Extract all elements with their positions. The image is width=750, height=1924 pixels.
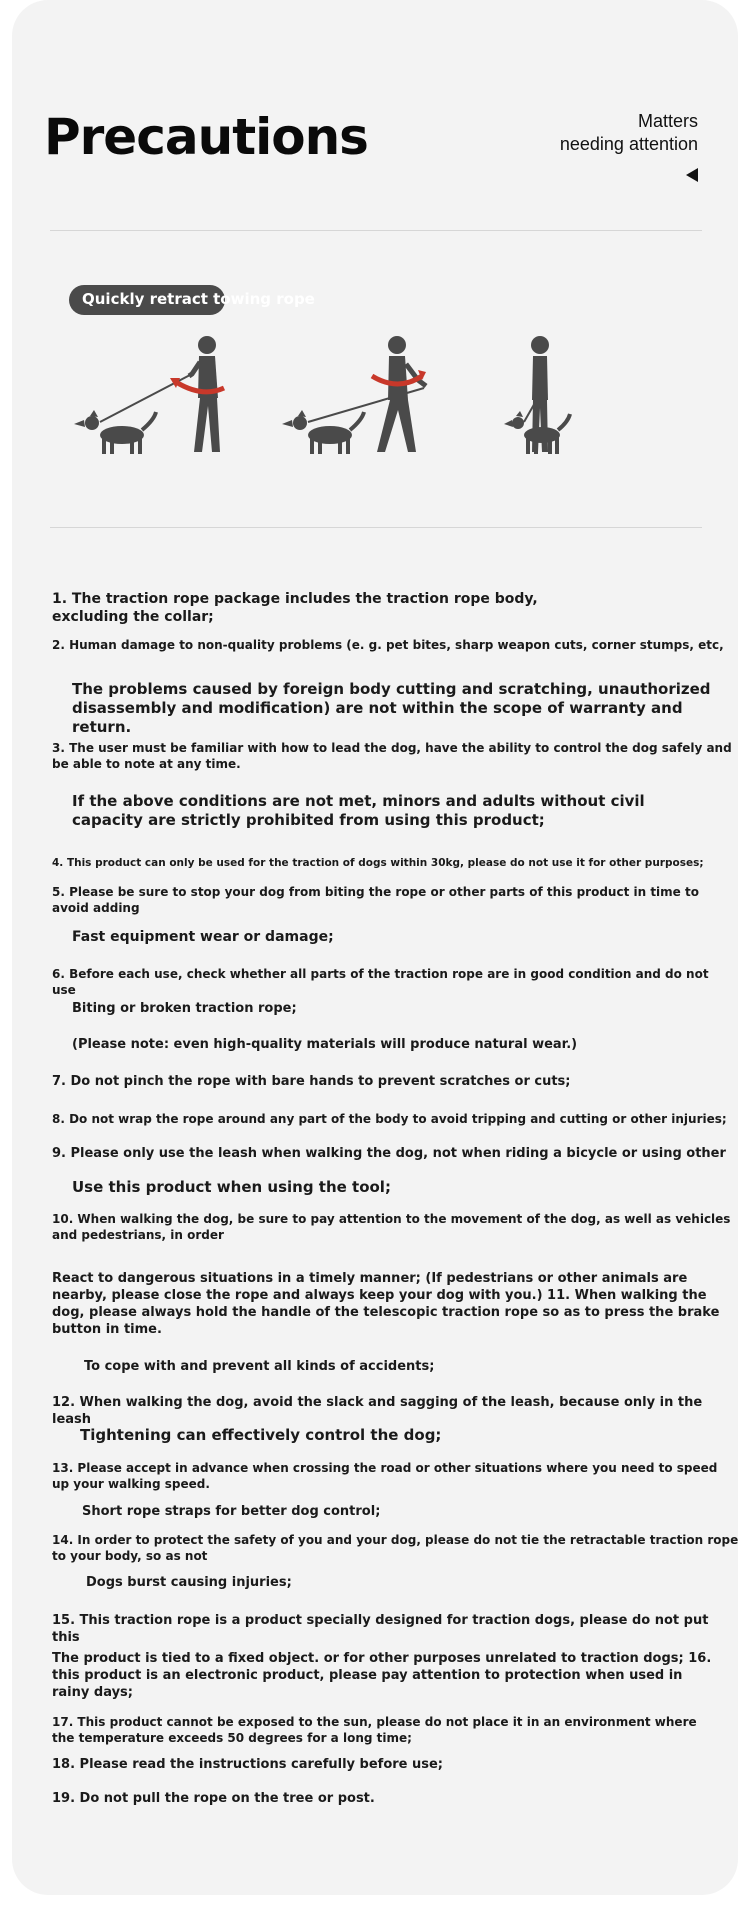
list-item: Tightening can effectively control the dog; (80, 1426, 442, 1444)
list-item: 10. When walking the dog, be sure to pay attention to the movement of the dog, as well as vehicles and pedestrians, in order (52, 1212, 731, 1242)
subtitle (560, 110, 698, 156)
precautions-card (12, 0, 738, 1895)
list-item: 12. When walking the dog, avoid the slack and sagging of the leash, because only in the leash (52, 1395, 703, 1427)
tag-label: Quickly retract towing rope (82, 290, 315, 308)
divider-bottom (50, 527, 702, 528)
scene-dog-close (504, 336, 570, 454)
list-item: If the above conditions are not met, minors and adults without civil capacity are strictly prohibited from using this product; (72, 792, 645, 829)
scene-retracting-leash (282, 336, 426, 454)
list-item: 2. Human damage to non-quality problems (e. g. pet bites, sharp weapon cuts, corner stumps, etc, (52, 638, 724, 652)
list-item: 5. Please be sure to stop your dog from biting the rope or other parts of this product in time to avoid adding (52, 885, 699, 915)
subtitle-line-2: needing attention (559, 134, 698, 154)
list-item: 9. Please only use the leash when walking the dog, not when riding a bicycle or using other (52, 1146, 726, 1161)
list-item: Use this product when using the tool; (72, 1178, 391, 1196)
list-item: (Please note: even high-quality materials will produce natural wear.) (72, 1037, 578, 1052)
page-title: Precautions (44, 108, 368, 166)
divider-top (50, 230, 702, 231)
scene-extended-leash (74, 336, 224, 454)
list-item: 15. This traction rope is a product specially designed for traction dogs, please do not put this (52, 1613, 709, 1645)
list-item: 3. The user must be familiar with how to lead the dog, have the ability to control the dog safely and be able to note at any time. (52, 741, 732, 771)
left-triangle-icon (686, 168, 698, 182)
leash-illustration (52, 320, 702, 460)
list-item: Biting or broken traction rope; (72, 1001, 297, 1016)
list-item: 4. This product can only be used for the traction of dogs within 30kg, please do not use it for other purposes; (52, 857, 704, 869)
list-item: 18. Please read the instructions carefully before use; (52, 1757, 444, 1772)
list-item: 6. Before each use, check whether all parts of the traction rope are in good condition and do not use (52, 967, 709, 997)
list-item: 1. The traction rope package includes the traction rope body, excluding the collar; (52, 591, 538, 625)
list-item: 7. Do not pinch the rope with bare hands to prevent scratches or cuts; (52, 1074, 571, 1089)
list-item: 19. Do not pull the rope on the tree or post. (52, 1791, 375, 1806)
list-item: 17. This product cannot be exposed to the sun, please do not place it in an environment where the temperature exceeds 50 degrees for a long time; (52, 1715, 697, 1745)
list-item: Fast equipment wear or damage; (72, 929, 334, 945)
list-item: To cope with and prevent all kinds of accidents; (84, 1359, 435, 1374)
list-item: 8. Do not wrap the rope around any part of the body to avoid tripping and cutting or other injuries; (52, 1112, 727, 1126)
list-item: 13. Please accept in advance when crossing the road or other situations where you need to speed up your walking speed. (52, 1461, 718, 1491)
list-item: The product is tied to a fixed object. or for other purposes unrelated to traction dogs; 16. this product is an electronic product, please pay attention to protection when used in rainy days; (52, 1651, 712, 1700)
subtitle-line-1: Matters (637, 111, 698, 131)
list-item: The problems caused by foreign body cutting and scratching, unauthorized disassembly and modification) are not within the scope of warranty and return. (72, 680, 711, 736)
list-item: React to dangerous situations in a timely manner; (If pedestrians or other animals are nearby, please close the rope and always keep your dog with you.) 11. When walking the dog, please always hold the handle of the telescopic traction rope so as to press the brake button in time. (52, 1271, 720, 1337)
list-item: 14. In order to protect the safety of you and your dog, please do not tie the retractable traction rope to your body, so as not (52, 1533, 738, 1563)
list-item: Dogs burst causing injuries; (86, 1575, 292, 1590)
list-item: Short rope straps for better dog control; (82, 1504, 381, 1519)
